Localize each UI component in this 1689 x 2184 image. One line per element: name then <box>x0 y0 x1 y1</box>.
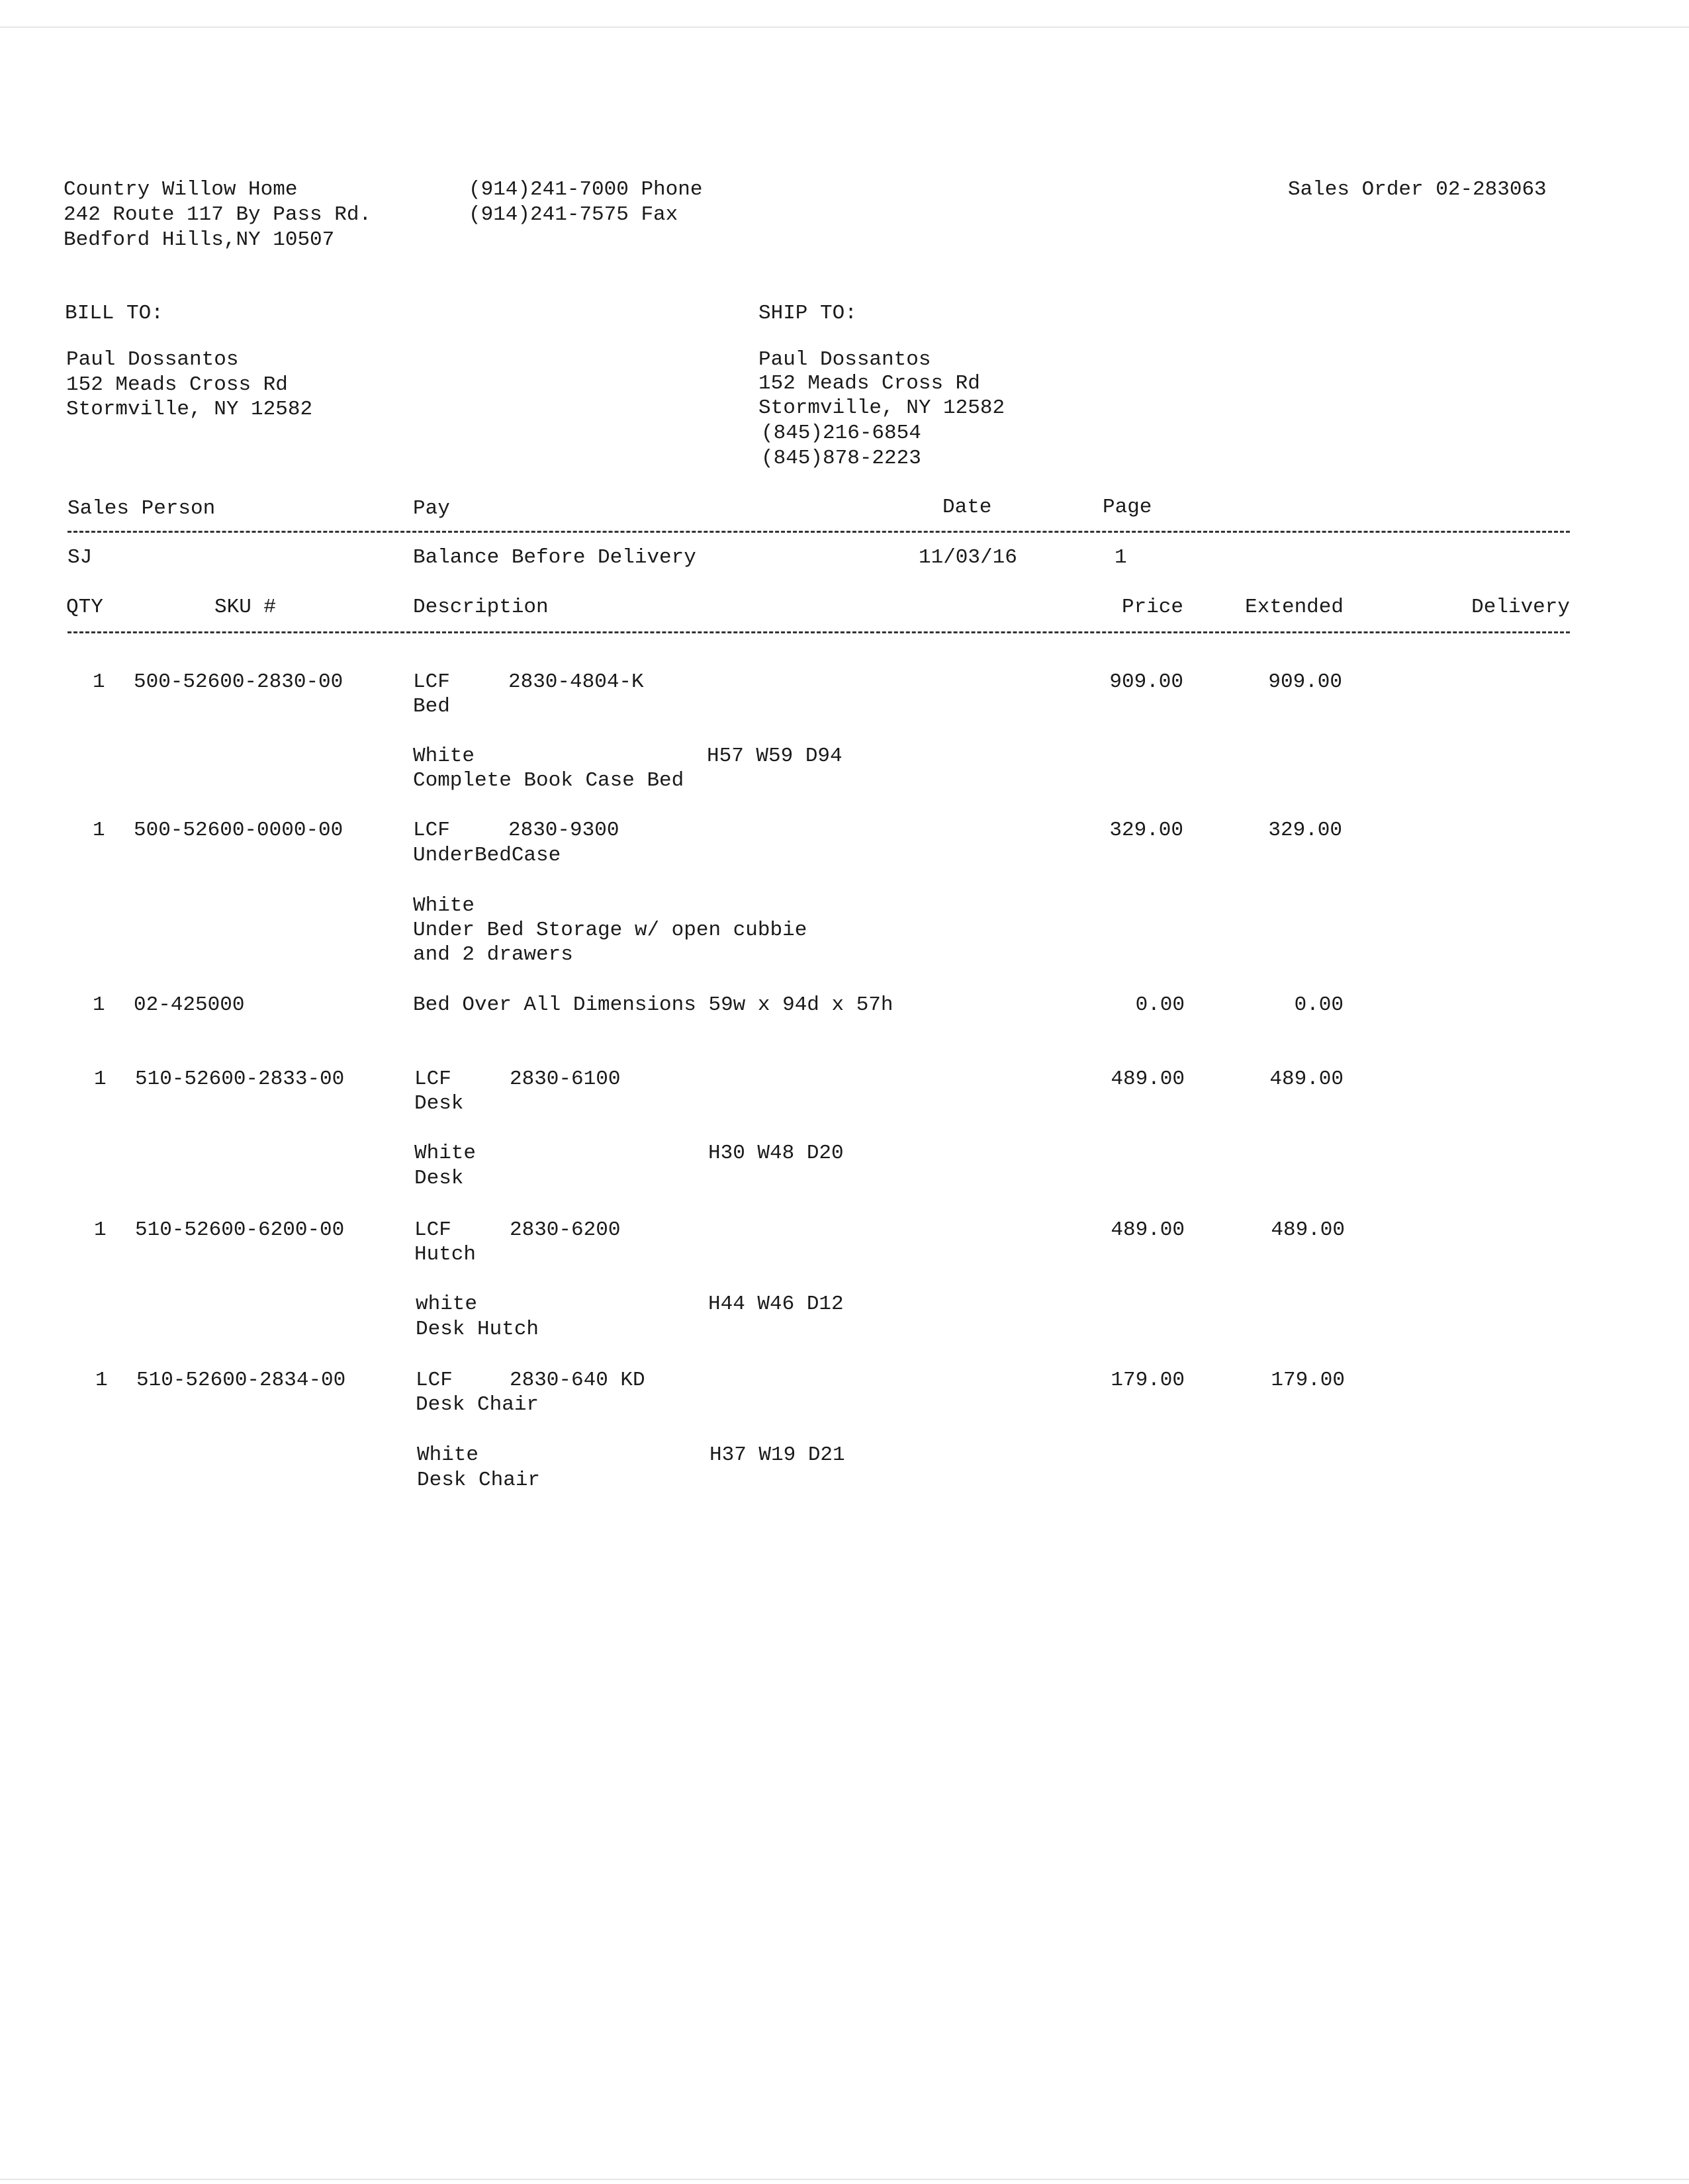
item-1-price: 909.00 <box>1109 670 1183 694</box>
item-5-price: 489.00 <box>1111 1218 1185 1242</box>
company-phone: (914)241-7000 Phone <box>469 178 703 201</box>
item-2-vendor: LCF <box>413 819 450 842</box>
company-name: Country Willow Home <box>64 178 298 201</box>
page-header: Page <box>1103 496 1152 519</box>
item-1-code: 2830-4804-K <box>508 670 644 694</box>
page-top-edge <box>0 26 1689 28</box>
date-value: 11/03/16 <box>919 546 1017 569</box>
company-fax: (914)241-7575 Fax <box>469 203 678 226</box>
bill-to-label: BILL TO: <box>65 302 163 325</box>
ship-to-address-line-2: Stormville, NY 12582 <box>758 396 1005 420</box>
item-6-name: Desk Chair <box>416 1393 539 1416</box>
item-6-dims: H37 W19 D21 <box>709 1443 845 1467</box>
item-4-dims: H30 W48 D20 <box>708 1142 844 1165</box>
item-1-note: Complete Book Case Bed <box>413 769 684 792</box>
items-header-rule <box>68 631 1570 633</box>
item-4-qty: 1 <box>94 1068 107 1091</box>
item-1-dims: H57 W59 D94 <box>707 745 843 768</box>
item-2-note-2: and 2 drawers <box>413 943 573 966</box>
company-address-line-1: 242 Route 117 By Pass Rd. <box>64 203 372 226</box>
company-address-line-2: Bedford Hills,NY 10507 <box>64 228 335 251</box>
item-2-price: 329.00 <box>1109 819 1183 842</box>
page-value: 1 <box>1115 546 1127 569</box>
sales-order-number: Sales Order 02-283063 <box>1288 178 1547 201</box>
bill-to-name: Paul Dossantos <box>66 348 239 371</box>
item-3-qty: 1 <box>93 993 105 1017</box>
item-5-extended: 489.00 <box>1271 1218 1345 1242</box>
info-header-rule <box>68 531 1570 533</box>
bill-to-address-line-1: 152 Meads Cross Rd <box>66 373 288 396</box>
item-4-name: Desk <box>414 1092 464 1115</box>
item-6-qty: 1 <box>95 1369 108 1392</box>
ship-to-label: SHIP TO: <box>758 302 857 325</box>
item-5-sku: 510-52600-6200-00 <box>135 1218 345 1242</box>
ship-to-name: Paul Dossantos <box>758 348 931 371</box>
item-6-color: White <box>417 1443 479 1467</box>
item-4-price: 489.00 <box>1111 1068 1185 1091</box>
item-4-sku: 510-52600-2833-00 <box>135 1068 345 1091</box>
item-4-code: 2830-6100 <box>510 1068 621 1091</box>
sales-person-value: SJ <box>68 546 93 569</box>
extended-header: Extended <box>1245 596 1344 619</box>
sku-header: SKU # <box>214 596 277 619</box>
bill-to-address-line-2: Stormville, NY 12582 <box>66 398 313 421</box>
ship-to-phone-2: (845)878-2223 <box>761 447 921 470</box>
item-6-price: 179.00 <box>1111 1369 1185 1392</box>
item-1-extended: 909.00 <box>1268 670 1342 694</box>
item-2-qty: 1 <box>93 819 105 842</box>
item-2-note-1: Under Bed Storage w/ open cubbie <box>413 919 807 942</box>
ship-to-address-line-1: 152 Meads Cross Rd <box>758 372 980 395</box>
item-4-extended: 489.00 <box>1269 1068 1344 1091</box>
pay-header: Pay <box>413 497 450 520</box>
item-4-note: Desk <box>414 1167 464 1190</box>
item-1-qty: 1 <box>93 670 105 694</box>
item-5-name: Hutch <box>414 1243 477 1266</box>
item-5-color: white <box>416 1293 478 1316</box>
ship-to-phone-1: (845)216-6854 <box>761 422 921 445</box>
item-5-dims: H44 W46 D12 <box>708 1293 844 1316</box>
item-2-color: White <box>413 894 475 917</box>
item-2-sku: 500-52600-0000-00 <box>134 819 343 842</box>
item-6-extended: 179.00 <box>1271 1369 1345 1392</box>
item-6-sku: 510-52600-2834-00 <box>136 1369 346 1392</box>
item-5-qty: 1 <box>94 1218 107 1242</box>
item-6-code: 2830-640 KD <box>510 1369 645 1392</box>
description-header: Description <box>413 596 549 619</box>
item-4-vendor: LCF <box>414 1068 451 1091</box>
delivery-header: Delivery <box>1471 596 1570 619</box>
qty-header: QTY <box>66 596 103 619</box>
item-5-note: Desk Hutch <box>416 1318 539 1341</box>
item-6-vendor: LCF <box>416 1369 453 1392</box>
item-1-sku: 500-52600-2830-00 <box>134 670 343 694</box>
page-bottom-edge <box>0 2179 1689 2180</box>
date-header: Date <box>942 496 992 519</box>
item-4-color: White <box>414 1142 477 1165</box>
item-3-sku: 02-425000 <box>134 993 245 1017</box>
pay-value: Balance Before Delivery <box>413 546 696 569</box>
item-1-color: White <box>413 745 475 768</box>
item-2-code: 2830-9300 <box>508 819 619 842</box>
item-3-description: Bed Over All Dimensions 59w x 94d x 57h <box>413 993 893 1017</box>
item-3-extended: 0.00 <box>1294 993 1344 1017</box>
item-6-note: Desk Chair <box>417 1469 541 1492</box>
item-1-vendor: LCF <box>413 670 450 694</box>
item-5-vendor: LCF <box>414 1218 451 1242</box>
sales-person-header: Sales Person <box>68 497 216 520</box>
item-3-price: 0.00 <box>1135 993 1185 1017</box>
item-1-name: Bed <box>413 695 450 718</box>
price-header: Price <box>1121 596 1183 619</box>
item-2-name: UnderBedCase <box>413 844 561 867</box>
item-2-extended: 329.00 <box>1268 819 1342 842</box>
item-5-code: 2830-6200 <box>510 1218 621 1242</box>
